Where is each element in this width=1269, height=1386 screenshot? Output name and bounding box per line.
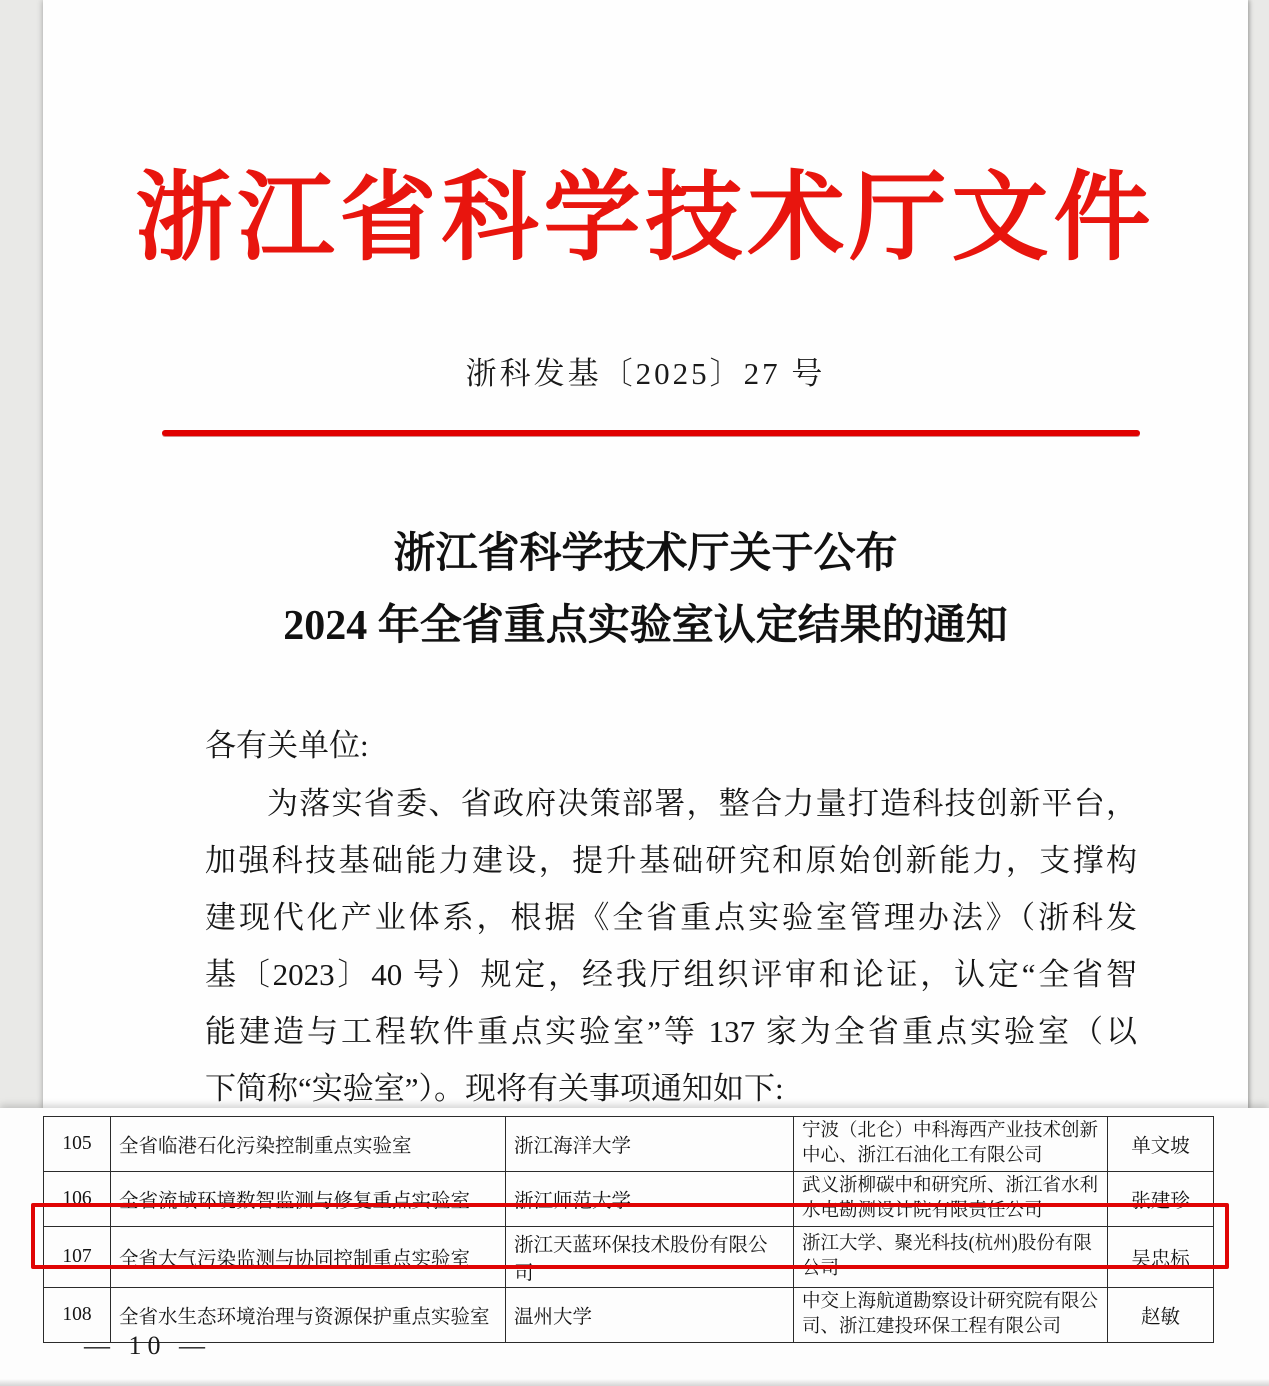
bottom-edge-shadow [0,1379,1269,1386]
cell-lab-name: 全省水生态环境治理与资源保护重点实验室 [111,1288,506,1343]
body-line: 基〔2023〕40 号）规定，经我厅组织评审和论证，认定“全省智 [205,957,1137,992]
page-number: — 10 — [84,1331,211,1360]
body-line: 下简称“实验室”）。现将有关事项通知如下: [205,1071,784,1106]
cell-host-unit: 浙江海洋大学 [506,1117,794,1172]
cell-row-number: 105 [44,1117,111,1172]
cell-partner-units: 武义浙柳碳中和研究所、浙江省水利水电勘测设计院有限责任公司 [794,1172,1108,1227]
table-row-highlighted [44,1227,1214,1288]
body-line: 建现代化产业体系，根据《全省重点实验室管理办法》（浙科发 [205,900,1137,935]
cell-director: 吴忠标 [1108,1227,1214,1288]
agency-header: 浙江省科学技术厅文件 [135,165,1156,272]
cell-lab-name: 全省临港石化污染控制重点实验室 [111,1117,506,1172]
cell-row-number: 108 [44,1288,111,1343]
cell-lab-name: 全省流域环境数智监测与修复重点实验室 [111,1172,506,1227]
cell-director: 张建珍 [1108,1172,1214,1227]
cell-partner-units: 中交上海航道勘察设计研究院有限公司、浙江建投环保工程有限公司 [794,1288,1108,1343]
cell-host-unit: 浙江天蓝环保技术股份有限公司 [506,1227,794,1288]
body-line: 能建造与工程软件重点实验室”等 137 家为全省重点实验室（以 [205,1014,1137,1049]
table-row [44,1172,1214,1227]
body-line: 加强科技基础能力建设，提升基础研究和原始创新能力，支撑构 [205,843,1137,878]
cell-host-unit: 温州大学 [506,1288,794,1343]
letter-page [43,0,1248,1110]
notice-title-line2: 2024 年全省重点实验室认定结果的通知 [283,603,1008,649]
table-page [0,1108,1269,1386]
cell-director: 赵敏 [1108,1288,1214,1343]
table-row [44,1117,1214,1172]
notice-title-line1: 浙江省科学技术厅关于公布 [393,531,898,577]
body-line: 为落实省委、省政府决策部署，整合力量打造科技创新平台， [267,786,1137,821]
labs-table [43,1116,1214,1343]
red-divider [162,430,1140,436]
cell-lab-name: 全省大气污染监测与协同控制重点实验室 [111,1227,506,1288]
cell-partner-units: 浙江大学、聚光科技(杭州)股份有限公司 [794,1227,1108,1288]
cell-row-number: 107 [44,1227,111,1288]
cell-director: 单文坡 [1108,1117,1214,1172]
table-row [44,1288,1214,1343]
cell-host-unit: 浙江师范大学 [506,1172,794,1227]
salutation: 各有关单位: [205,728,369,763]
doc-number: 浙科发基〔2025〕27 号 [465,356,826,391]
cell-row-number: 106 [44,1172,111,1227]
cell-partner-units: 宁波（北仑）中科海西产业技术创新中心、浙江石油化工有限公司 [794,1117,1108,1172]
